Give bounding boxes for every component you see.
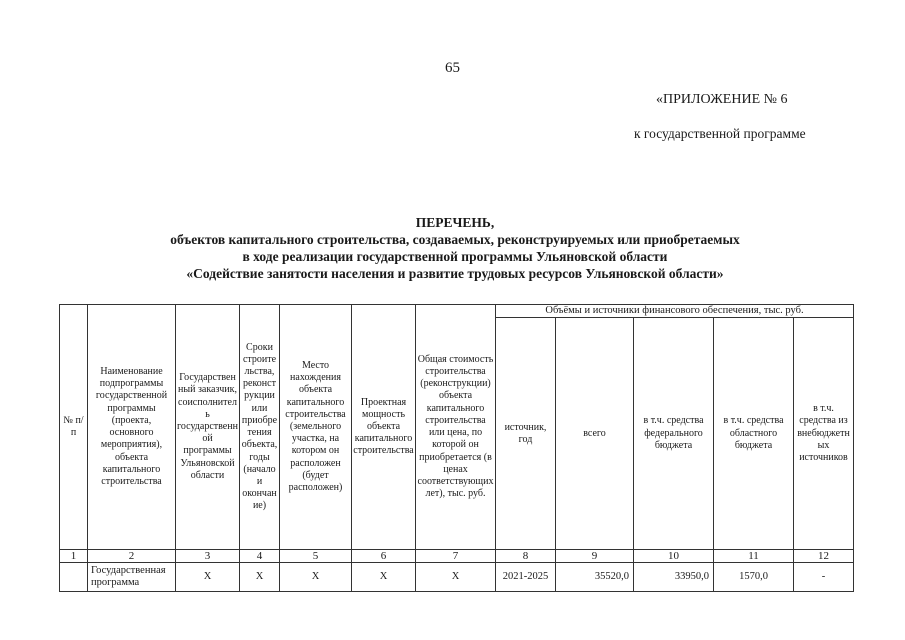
header-name: Наименование подпрограммы государственной программы (проекта, основного мероприятия), объекта капитального строительства	[88, 305, 176, 550]
cell-total: 35520,0	[556, 563, 634, 592]
cell-capacity: Х	[352, 563, 416, 592]
cell-location: Х	[280, 563, 352, 592]
cell-name: Государственная программа	[88, 563, 176, 592]
column-number: 7	[416, 550, 496, 563]
header-num: № п/п	[60, 305, 88, 550]
table-row	[60, 563, 854, 592]
column-number: 10	[634, 550, 714, 563]
header-location: Место нахождения объекта капитального строительства (земельного участка, на котором он расположен (будет расположен)	[280, 305, 352, 550]
column-number: 6	[352, 550, 416, 563]
column-number: 8	[496, 550, 556, 563]
document-title-line-1: ПЕРЕЧЕНЬ,	[415, 215, 495, 230]
header-capacity: Проектная мощность объекта капитального строительства	[352, 305, 416, 550]
header-total: всего	[556, 318, 634, 550]
cell-source: 2021-2025	[496, 563, 556, 592]
page-number: 65	[445, 60, 460, 76]
column-number: 9	[556, 550, 634, 563]
cell-customer: Х	[176, 563, 240, 592]
header-cost: Общая стоимость строительства (реконструкции) объекта капитального строительства или цена, по которой он приобретается (в ценах соответствующих лет), тыс. руб.	[416, 305, 496, 550]
cell-extra: -	[794, 563, 854, 592]
header-terms: Сроки строительства, реконструкции или приобретения объекта, годы (начало и окончание)	[240, 305, 280, 550]
document-title-line-3: в ходе реализации государственной программы Ульяновской области	[242, 249, 668, 264]
header-regional: в т.ч. средства областного бюджета	[714, 318, 794, 550]
column-number: 11	[714, 550, 794, 563]
column-number: 2	[88, 550, 176, 563]
annex-title: «ПРИЛОЖЕНИЕ № 6	[656, 92, 788, 107]
column-number: 5	[280, 550, 352, 563]
cell-terms: Х	[240, 563, 280, 592]
cell-num	[60, 563, 88, 592]
document-title	[95, 214, 815, 282]
header-customer: Государственный заказчик, соисполнитель государственной программы Ульяновской области	[176, 305, 240, 550]
cell-cost: Х	[416, 563, 496, 592]
header-extra: в т.ч. средства из внебюджетных источников	[794, 318, 854, 550]
cell-federal: 33950,0	[634, 563, 714, 592]
header-federal: в т.ч. средства федерального бюджета	[634, 318, 714, 550]
column-number: 3	[176, 550, 240, 563]
header-source: источник, год	[496, 318, 556, 550]
column-number: 12	[794, 550, 854, 563]
header-financing-group: Объёмы и источники финансового обеспечения, тыс. руб.	[496, 305, 854, 318]
objects-table	[59, 304, 854, 592]
annex-subtitle: к государственной программе	[634, 126, 806, 141]
cell-regional: 1570,0	[714, 563, 794, 592]
column-numbers-row	[60, 550, 854, 563]
column-number: 4	[240, 550, 280, 563]
column-number: 1	[60, 550, 88, 563]
document-title-line-2: объектов капитального строительства, создаваемых, реконструируемых или приобретаемых	[170, 232, 740, 247]
document-title-line-4: «Содействие занятости населения и развитие трудовых ресурсов Ульяновской области»	[186, 266, 724, 281]
